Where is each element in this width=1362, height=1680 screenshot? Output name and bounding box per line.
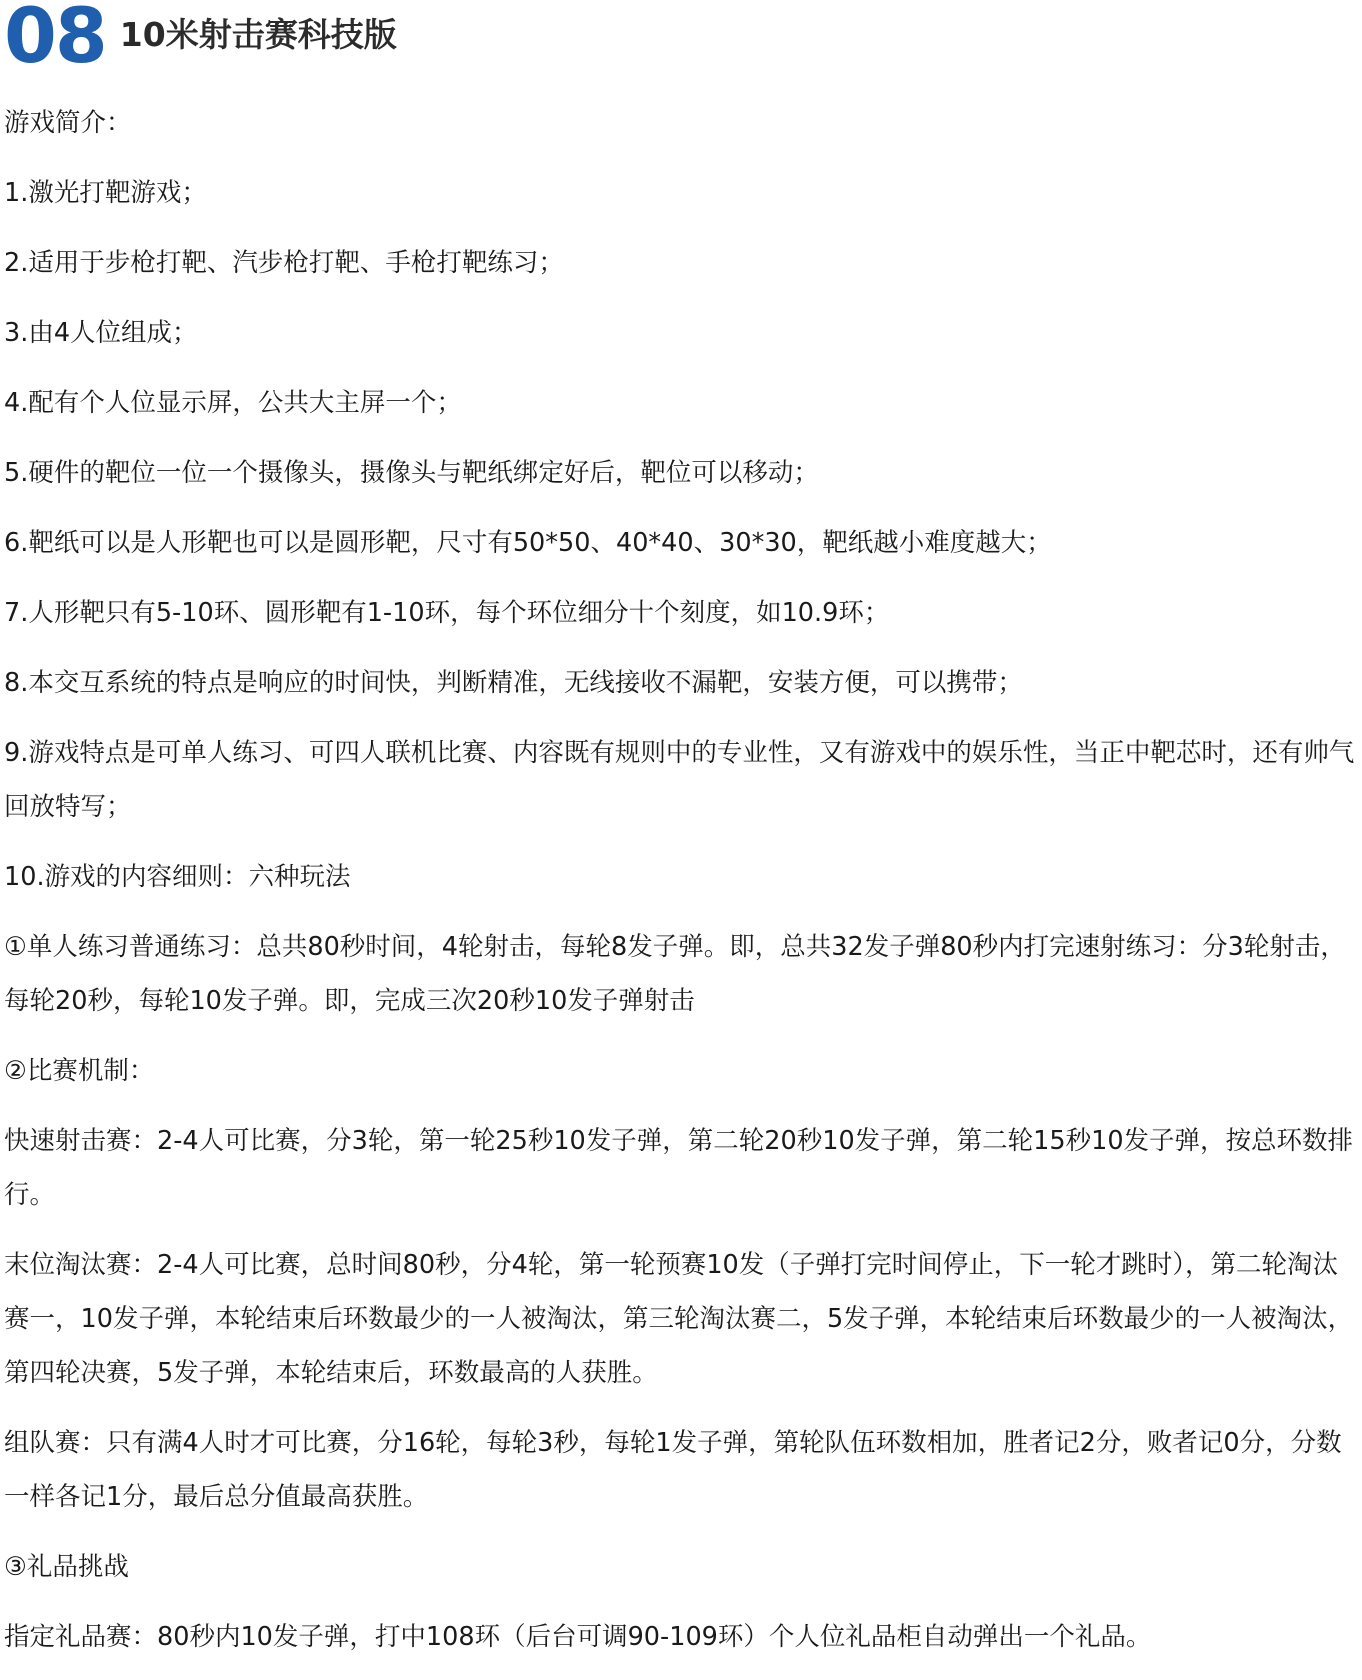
paragraph-item-3: 3.由4人位组成； bbox=[4, 318, 198, 348]
document-body bbox=[4, 96, 1360, 1680]
section-number: 08 bbox=[4, 0, 106, 80]
paragraph-item-1: 1.激光打靶游戏； bbox=[4, 178, 207, 208]
paragraph-item-9: 9.游戏特点是可单人练习、可四人联机比赛、内容既有规则中的专业性，又有游戏中的娱乐性，当正中靶芯时，还有帅气回放特写； bbox=[4, 738, 1355, 822]
paragraph-item-5: 5.硬件的靶位一位一个摄像头，摄像头与靶纸绑定好后，靶位可以移动； bbox=[4, 458, 819, 488]
mode-elimination: 末位淘汰赛：2-4人可比赛，总时间80秒，分4轮，第一轮预赛10发（子弹打完时间停止，下一轮才跳时），第二轮淘汰赛一，10发子弹，本轮结束后环数最少的一人被淘汰，第三轮淘汰赛二，5发子弹，本轮结束后环数最少的一人被淘汰，第四轮决赛，5发子弹，本轮结束后，环数最高的人获胜。 bbox=[4, 1250, 1354, 1388]
section-header bbox=[4, 0, 397, 80]
mode-team: 组队赛：只有满4人时才可比赛，分16轮，每轮3秒，每轮1发子弹，第轮队伍环数相加，胜者记2分，败者记0分，分数一样各记1分，最后总分值最高获胜。 bbox=[4, 1428, 1342, 1512]
intro-heading: 游戏简介： bbox=[4, 108, 132, 138]
paragraph-item-4: 4.配有个人位显示屏，公共大主屏一个； bbox=[4, 388, 462, 418]
paragraph-item-10: 10.游戏的内容细则：六种玩法 bbox=[4, 862, 351, 892]
mode-rapid-fire: 快速射击赛：2-4人可比赛，分3轮，第一轮25秒10发子弹，第二轮20秒10发子弹，第二轮15秒10发子弹，按总环数排行。 bbox=[4, 1126, 1354, 1210]
paragraph-item-6: 6.靶纸可以是人形靶也可以是圆形靶，尺寸有50*50、40*40、30*30，靶纸越小难度越大； bbox=[4, 528, 1052, 558]
paragraph-item-8: 8.本交互系统的特点是响应的时间快，判断精准，无线接收不漏靶，安装方便，可以携带； bbox=[4, 668, 1023, 698]
mode-gift-challenge: 指定礼品赛：80秒内10发子弹，打中108环（后台可调90-109环）个人位礼品柜自动弹出一个礼品。 bbox=[4, 1622, 1152, 1652]
paragraph-item-2: 2.适用于步枪打靶、汽步枪打靶、手枪打靶练习； bbox=[4, 248, 564, 278]
mode-single-practice: ①单人练习普通练习：总共80秒时间，4轮射击，每轮8发子弹。即，总共32发子弹80秒内打完速射练习：分3轮射击，每轮20秒，每轮10发子弹。即，完成三次20秒10发子弹射击 bbox=[4, 932, 1346, 1016]
section-title: 10米射击赛科技版 bbox=[119, 14, 397, 54]
mode-competition-heading: ②比赛机制： bbox=[4, 1056, 155, 1086]
mode-gift-heading: ③礼品挑战 bbox=[4, 1552, 129, 1582]
paragraph-item-7: 7.人形靶只有5-10环、圆形靶有1-10环，每个环位细分十个刻度，如10.9环； bbox=[4, 598, 890, 628]
